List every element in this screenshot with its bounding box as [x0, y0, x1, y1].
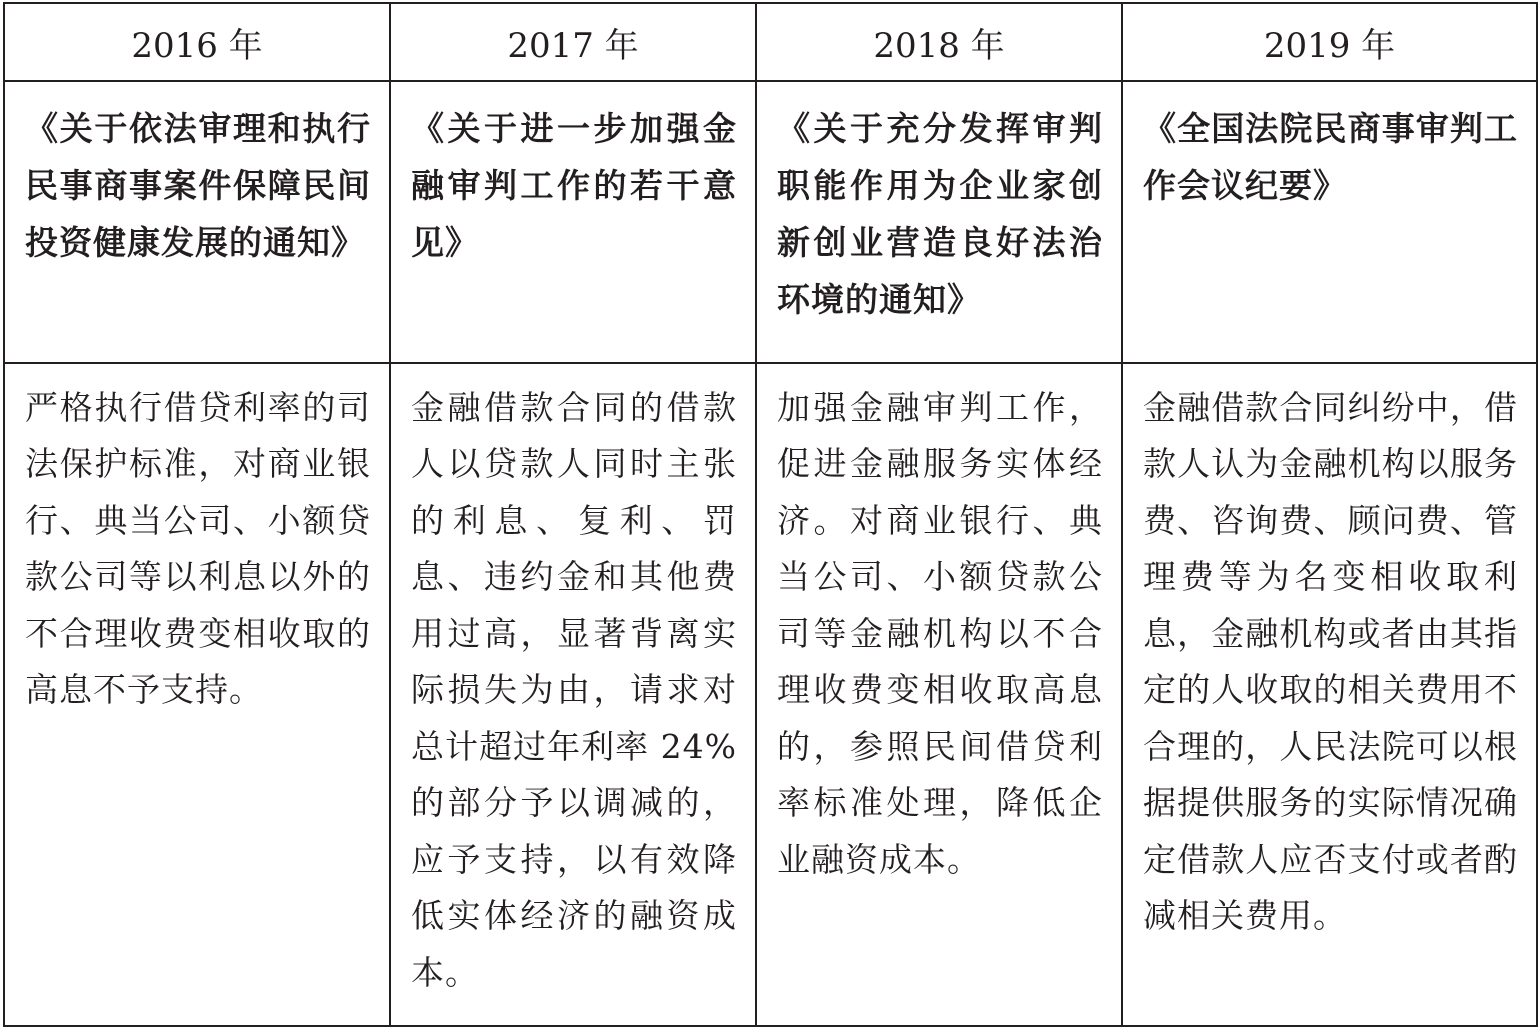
header-year-2018: 2018 年 [756, 3, 1122, 81]
content-cell-2019 [1122, 363, 1537, 1026]
content-text-2019: 金融借款合同纠纷中，借款人认为金融机构以服务费、咨询费、顾问费、管理费等为名变相收取利息，金融机构或者由其指定的人收取的相关费用不合理的，人民法院可以根据提供服务的实际情况确定借款人应否支付或者酌减相关费用。 [1143, 387, 1518, 936]
content-row [4, 363, 1537, 1026]
document-title-2016: 《关于依法审理和执行民事商事案件保障民间投资健康发展的通知》 [25, 109, 371, 262]
header-year-2019: 2019 年 [1122, 3, 1537, 81]
header-year-2017: 2017 年 [390, 3, 756, 81]
content-cell-2017 [390, 363, 756, 1026]
content-text-2016: 严格执行借贷利率的司法保护标准，对商业银行、典当公司、小额贷款公司等以利息以外的不合理收费变相收取的高息不予支持。 [25, 387, 371, 710]
document-cell-2016 [4, 81, 390, 363]
document-title-2018: 《关于充分发挥审判职能作用为企业家创新创业营造良好法治环境的通知》 [777, 109, 1103, 319]
document-title-row [4, 81, 1537, 363]
document-title-2017: 《关于进一步加强金融审判工作的若干意见》 [411, 109, 737, 262]
document-cell-2017 [390, 81, 756, 363]
content-cell-2018 [756, 363, 1122, 1026]
header-year-2016: 2016 年 [4, 3, 390, 81]
policy-comparison-table [3, 2, 1538, 1027]
content-text-2018: 加强金融审判工作，促进金融服务实体经济。对商业银行、典当公司、小额贷款公司等金融机构以不合理收费变相收取高息的，参照民间借贷利率标准处理，降低企业融资成本。 [777, 387, 1103, 879]
document-cell-2019 [1122, 81, 1537, 363]
content-cell-2016 [4, 363, 390, 1026]
document-title-2019: 《全国法院民商事审判工作会议纪要》 [1143, 109, 1518, 205]
content-text-2017: 金融借款合同的借款人以贷款人同时主张的利息、复利、罚息、违约金和其他费用过高，显著背离实际损失为由，请求对总计超过年利率 24% 的部分予以调减的，应予支持，以有效降低实体经济的融资成本。 [411, 387, 737, 992]
document-cell-2018 [756, 81, 1122, 363]
header-row [4, 3, 1537, 81]
